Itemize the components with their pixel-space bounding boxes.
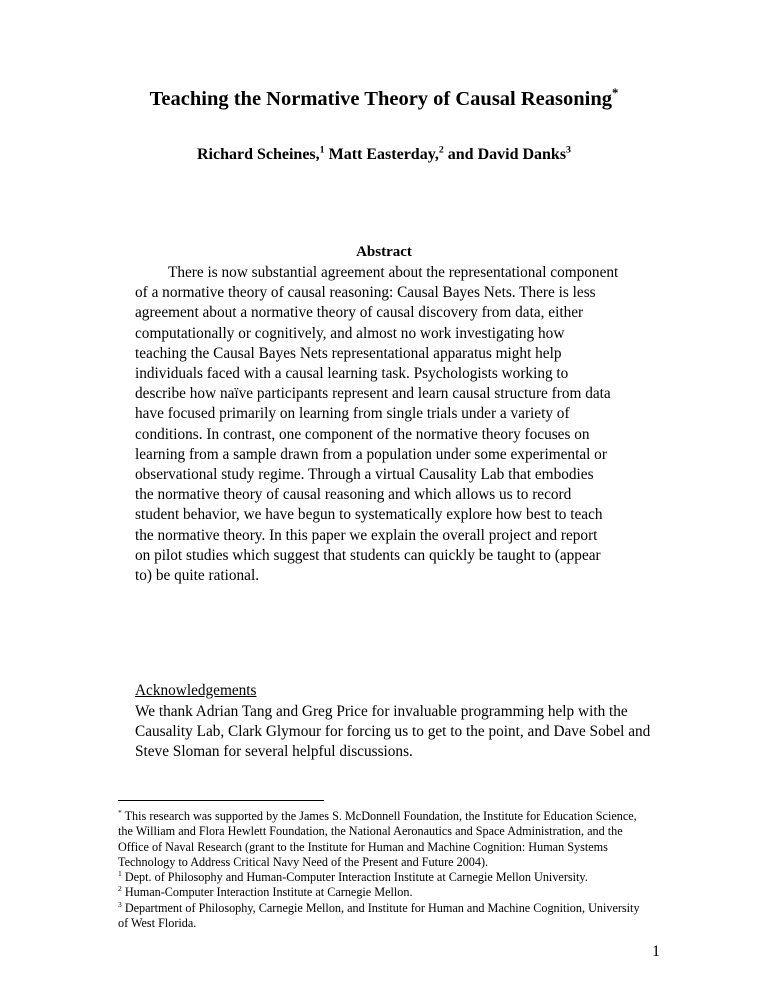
abstract-line: There is now substantial agreement about the representational component <box>168 264 619 281</box>
author-name: and David Danks <box>447 146 567 163</box>
abstract-heading: Abstract <box>356 244 412 260</box>
footnote-line: Office of Naval Research (grant to the Institute for Human and Machine Cognition: Human Systems <box>118 839 608 854</box>
acknowledgements-heading: Acknowledgements <box>135 682 257 699</box>
acknowledgements-line: Causality Lab, Clark Glymour for forcing us to get to the point, and Dave Sobel and <box>135 723 651 741</box>
footnote-mark: * <box>118 807 122 817</box>
footnote-affiliation-2 <box>118 885 678 900</box>
abstract-body <box>135 263 645 586</box>
footnote-line: Technology to Address Critical Navy Need of the Present and Future 2004). <box>118 854 489 869</box>
footnote-funding <box>118 809 678 824</box>
author-affiliation-mark: 3 <box>566 144 571 156</box>
footnote-mark: 3 <box>118 899 122 909</box>
abstract-line: the normative theory of causal reasoning and which allows us to record <box>135 486 572 504</box>
author-name: Matt Easterday, <box>328 146 439 163</box>
footnotes <box>118 809 678 931</box>
abstract-line: learning from a sample drawn from a population under some experimental or <box>135 445 607 463</box>
abstract-line: conditions. In contrast, one component of the normative theory focuses on <box>135 425 590 443</box>
footnote-mark: 1 <box>118 869 122 879</box>
abstract-line: of a normative theory of causal reasoning: Causal Bayes Nets. There is less <box>135 284 596 302</box>
abstract-line: computationally or cognitively, and almost no work investigating how <box>135 324 565 342</box>
abstract-line: teaching the Causal Bayes Nets representational apparatus might help <box>135 344 562 362</box>
acknowledgements-line: We thank Adrian Tang and Greg Price for invaluable programming help with the <box>135 703 628 720</box>
footnote-divider <box>118 800 324 801</box>
abstract-line: describe how naïve participants represent and learn causal structure from data <box>135 385 611 403</box>
abstract-line: the normative theory. In this paper we explain the overall project and report <box>135 526 598 544</box>
abstract-line: observational study regime. Through a virtual Causality Lab that embodies <box>135 466 594 484</box>
abstract-line: to) be quite rational. <box>135 567 260 585</box>
acknowledgements-body <box>135 702 651 763</box>
author-affiliation-mark: 2 <box>438 144 444 156</box>
footnote-text: Dept. of Philosophy and Human-Computer Interaction Institute at Carnegie Mellon University. <box>121 870 588 885</box>
footnote-text: Human-Computer Interaction Institute at Carnegie Mellon. <box>121 885 413 900</box>
abstract-line: have focused primarily on learning from single trials under a variety of <box>135 405 570 423</box>
footnote-line: of West Florida. <box>118 916 197 931</box>
title-footnote-mark: * <box>612 86 619 101</box>
abstract-line: individuals faced with a causal learning task. Psychologists working to <box>135 365 569 383</box>
acknowledgements-line: Steve Sloman for several helpful discussions. <box>135 743 413 761</box>
footnote-text: This research was supported by the James S. McDonnell Foundation, the Institute for Education Science, <box>121 809 637 823</box>
footnote-line: the William and Flora Hewlett Foundation, the National Aeronautics and Space Administration, and the <box>118 824 623 839</box>
author-name: Richard Scheines, <box>196 146 320 163</box>
author-list <box>0 146 768 164</box>
abstract-line: on pilot studies which suggest that students can quickly be taught to (appear <box>135 546 601 564</box>
abstract-line: student behavior, we have begun to systematically explore how best to teach <box>135 506 603 524</box>
paper-title-text: Teaching the Normative Theory of Causal Reasoning <box>149 88 613 110</box>
footnote-affiliation-1 <box>118 870 678 885</box>
footnote-text: Department of Philosophy, Carnegie Mellon, and Institute for Human and Machine Cognition, University <box>121 900 640 915</box>
footnote-mark: 2 <box>118 884 122 894</box>
author-affiliation-mark: 1 <box>319 144 325 156</box>
footnote-affiliation-3 <box>118 901 678 916</box>
paper-title <box>0 88 768 111</box>
page-number: 1 <box>652 943 660 960</box>
abstract-line: agreement about a normative theory of causal discovery from data, either <box>135 304 584 322</box>
